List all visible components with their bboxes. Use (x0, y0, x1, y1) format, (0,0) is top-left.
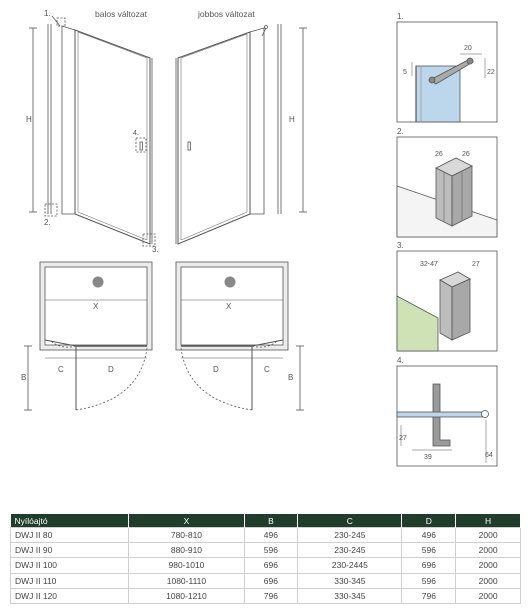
header-x: X (129, 514, 244, 528)
plan-c-label-left: C (58, 365, 64, 374)
cell-x: 880-910 (129, 543, 244, 558)
marker-1-label: 1. (44, 9, 51, 18)
cell-model: DWJ II 90 (11, 543, 129, 558)
detail-3-label: 3. (397, 241, 404, 250)
detail-4-dim-39: 39 (424, 454, 432, 461)
cell-x: 1080-1210 (129, 588, 244, 603)
plan-x-label-right: X (226, 302, 232, 311)
plan-d-label-left: D (108, 365, 114, 374)
cell-b: 696 (244, 558, 298, 573)
cell-h: 2000 (456, 588, 521, 603)
cell-c: 330-345 (298, 588, 402, 603)
detail-2 (397, 127, 497, 237)
cell-c: 330-345 (298, 573, 402, 588)
table-header-row (11, 514, 521, 528)
cell-c: 230-245 (298, 543, 402, 558)
cell-c: 230-245 (298, 528, 402, 543)
cell-model: DWJ II 100 (11, 558, 129, 573)
plan-b-label-left: B (21, 373, 27, 382)
table-row (11, 543, 521, 558)
detail-1 (397, 12, 497, 122)
table-row (11, 588, 521, 603)
cell-b: 496 (244, 528, 298, 543)
table-row (11, 558, 521, 573)
header-c: C (298, 514, 402, 528)
dimensions-table (10, 514, 521, 604)
cell-h: 2000 (456, 558, 521, 573)
left-plan-view (21, 262, 152, 410)
detail-4 (397, 356, 497, 466)
detail-4-label: 4. (397, 356, 404, 365)
table-row (11, 528, 521, 543)
plan-d-label-right: D (213, 365, 219, 374)
detail-2-label: 2. (397, 127, 404, 136)
detail-3-dim-a: 32-47 (420, 261, 438, 268)
cell-x: 980-1010 (129, 558, 244, 573)
cell-d: 596 (402, 543, 456, 558)
cell-h: 2000 (456, 543, 521, 558)
cell-d: 496 (402, 528, 456, 543)
header-model: Nyílóajtó (11, 514, 129, 528)
header-b: B (244, 514, 298, 528)
cell-b: 796 (244, 588, 298, 603)
cell-h: 2000 (456, 573, 521, 588)
detail-2-dim-b: 26 (462, 151, 470, 158)
header-d: D (402, 514, 456, 528)
cell-model: DWJ II 80 (11, 528, 129, 543)
header-h: H (456, 514, 521, 528)
cell-model: DWJ II 110 (11, 573, 129, 588)
cell-b: 696 (244, 573, 298, 588)
left-variant-label: balos változat (95, 9, 147, 19)
detail-3-dim-b: 27 (472, 261, 480, 268)
detail-4-dim-27: 27 (399, 435, 407, 442)
cell-model: DWJ II 120 (11, 588, 129, 603)
cell-d: 796 (402, 588, 456, 603)
cell-b: 596 (244, 543, 298, 558)
detail-1-label: 1. (397, 12, 404, 21)
marker-4-label: 4. (133, 130, 139, 137)
detail-2-dim-a: 26 (435, 151, 443, 158)
left-door-elevation (26, 9, 159, 254)
plan-c-label-right: C (264, 365, 270, 374)
detail-1-dim-22: 22 (487, 69, 495, 76)
plan-x-label-left: X (93, 302, 99, 311)
cell-c: 230-2445 (298, 558, 402, 573)
detail-4-dim-64: 64 (485, 452, 493, 459)
detail-1-dim-5: 5 (403, 69, 407, 76)
cell-d: 696 (402, 558, 456, 573)
right-variant-label: jobbos változat (198, 9, 255, 19)
marker-3-label: 3. (152, 245, 159, 254)
height-dim-right: H (289, 115, 295, 124)
detail-1-dim-20: 20 (464, 45, 472, 52)
height-dim-left: H (26, 115, 32, 124)
cell-x: 780-810 (129, 528, 244, 543)
detail-3 (397, 241, 497, 351)
cell-h: 2000 (456, 528, 521, 543)
table-row (11, 573, 521, 588)
plan-b-label-right: B (288, 373, 294, 382)
marker-2-label: 2. (44, 218, 51, 227)
cell-d: 596 (402, 573, 456, 588)
right-door-elevation (176, 9, 307, 244)
right-plan-view (176, 262, 304, 410)
cell-x: 1080-1110 (129, 573, 244, 588)
